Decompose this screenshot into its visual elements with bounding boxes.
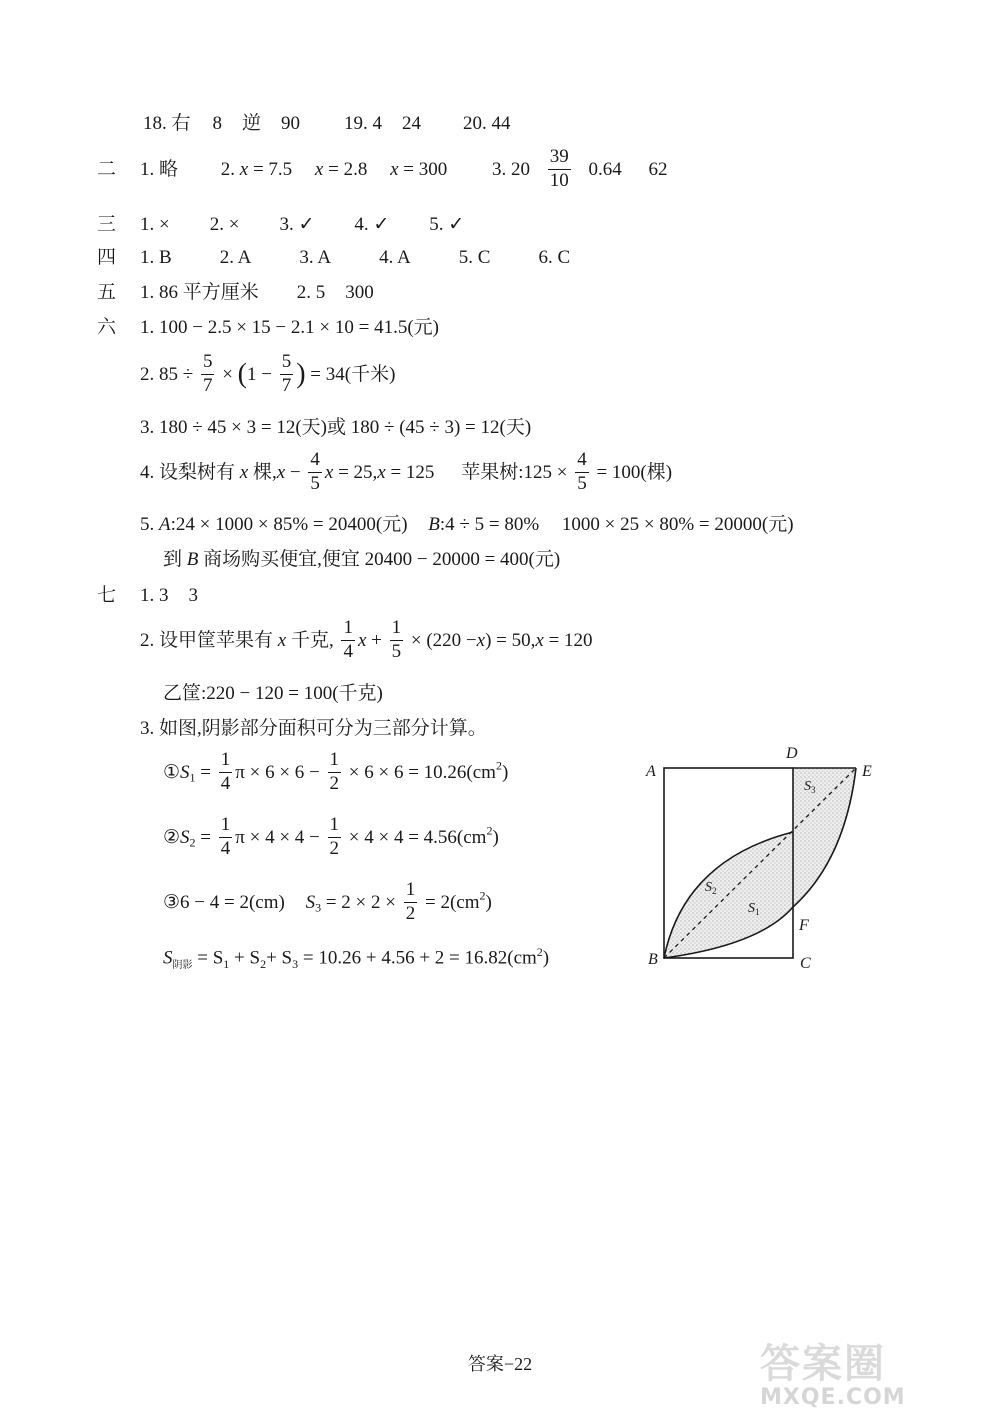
section-7-s3: ③6 − 4 = 2(cm) $S_3 = 2 \times 2$ × $\frac{1}{2}$ = $2(cm^2)$: [163, 879, 492, 924]
section-label-4: 四: [97, 247, 117, 268]
section-label-7: 七: [97, 585, 117, 606]
fraction-1-2-s2: $\frac{1}{2}$: [329, 814, 340, 859]
section-6-q5-line2: 到 B 商场购买便宜,便宜 20400 − 20000 = 400(元): [163, 549, 561, 570]
shaded-region-s3: [793, 768, 856, 907]
fraction-4-5-b: $\frac{4}{5}$: [577, 449, 587, 494]
fraction-1-4: $\frac{1}{4}$: [343, 617, 353, 662]
section-2-answers: 1. 略 2. x = 7.5 x = 2.8 x = 300 3. 20 $\frac{39}{10}$ 0.64 62: [140, 146, 668, 191]
fraction-4-5: $\frac{4}{5}$: [310, 449, 320, 494]
label-b: B: [648, 951, 658, 968]
section-6-q4: 4. 设梨树有 x 棵,x − $\frac{4}{5}$ x = 25,x = 125 苹果树:125 × $\frac{4}{5}$ = 100(棵): [140, 449, 673, 494]
section-3-answers: 1. × 2. × 3. ✓ 4. ✓ 5. ✓: [140, 214, 465, 235]
fraction-1-4-s2: $\frac{1}{4}$: [220, 814, 231, 859]
section-7-s1: $①S_1$ = $\frac{1}{4}$ π × 6 × 6 − $\frac{1}{2}$ × $6 \times 6 = 10.26(cm^2)$: [163, 749, 509, 794]
label-s3: $S_3$: [804, 779, 816, 795]
section-6-q5: 5. A:24 × 1000 × 85% = 20400(元) B:4 ÷ 5 = 80% 1000 × 25 × 80% = 20000(元): [140, 514, 794, 535]
section-6-q3: 3. 180 ÷ 45 × 3 = 12(天)或 180 ÷ (45 ÷ 3) = 12(天): [140, 417, 532, 438]
section-label-5: 五: [97, 282, 117, 303]
label-f: F: [799, 917, 809, 934]
label-e: E: [862, 763, 872, 780]
section-7-s-total: $S_{阴影} = S_1 + S_2+ S_3 = 10.26 + 4.56 + 2 = 16.82(cm^2)$: [163, 945, 550, 972]
section-6-q1: 1. 100 − 2.5 × 15 − 2.1 × 10 = 41.5(元): [140, 317, 439, 338]
fraction-1-2-s3: $\frac{1}{2}$: [405, 879, 416, 924]
section-label-3: 三: [97, 214, 117, 235]
fraction-5-7: $\frac{5}{7}$: [202, 351, 213, 396]
section-7-q3: 3. 如图,阴影部分面积可分为三部分计算。: [140, 718, 487, 739]
right-paren: ): [296, 358, 306, 390]
fraction-39-10: $\frac{39}{10}$: [549, 146, 569, 191]
fraction-5-7-b: $\frac{5}{7}$: [281, 351, 292, 396]
left-paren: (: [237, 358, 247, 390]
section-label-6: 六: [97, 317, 117, 338]
section-7-q2-line2: 乙筐:220 − 120 = 100(千克): [163, 683, 383, 704]
label-s2: $S_2$: [705, 880, 717, 896]
watermark-logo: 答案圈 MXQE.COM: [760, 1341, 906, 1410]
section-4-answers: 1. B 2. A 3. A 4. A 5. C 6. C: [140, 247, 571, 268]
section-7-q2: 2. 设甲筐苹果有 x 千克, $\frac{1}{4}$ x + $\frac{1}{5}$ × (220 −x) = 50,x = 120: [140, 617, 593, 662]
section-label-2: 二: [97, 159, 117, 180]
section-6-q2: 2. 85 ÷ $\frac{5}{7}$ × (1 − $\frac{5}{7}$ ) = 34(千米): [140, 351, 396, 396]
page-number: 答案−22: [467, 1354, 533, 1374]
fraction-1-5: $\frac{1}{5}$: [391, 617, 402, 662]
label-s1: $S_1$: [748, 901, 760, 917]
section-7-s2: $②S_2$ = $\frac{1}{4}$ π × 4 × 4 − $\frac{1}{2}$ × $4 \times 4 = 4.56(cm^2)$: [163, 814, 499, 859]
label-d: D: [786, 745, 798, 762]
label-c: C: [800, 955, 811, 972]
section-5-answers: 1. 86 平方厘米 2. 5 300: [140, 282, 374, 303]
label-a: A: [646, 763, 656, 780]
fraction-1-4-s1: $\frac{1}{4}$: [220, 749, 231, 794]
answer-row-18: 18. 右 8 逆 90 19. 4 24 20. 44: [143, 113, 511, 134]
fraction-1-2-s1: $\frac{1}{2}$: [329, 749, 340, 794]
geometry-figure: [640, 740, 880, 980]
section-7-q1: 1. 3 3: [140, 585, 198, 606]
